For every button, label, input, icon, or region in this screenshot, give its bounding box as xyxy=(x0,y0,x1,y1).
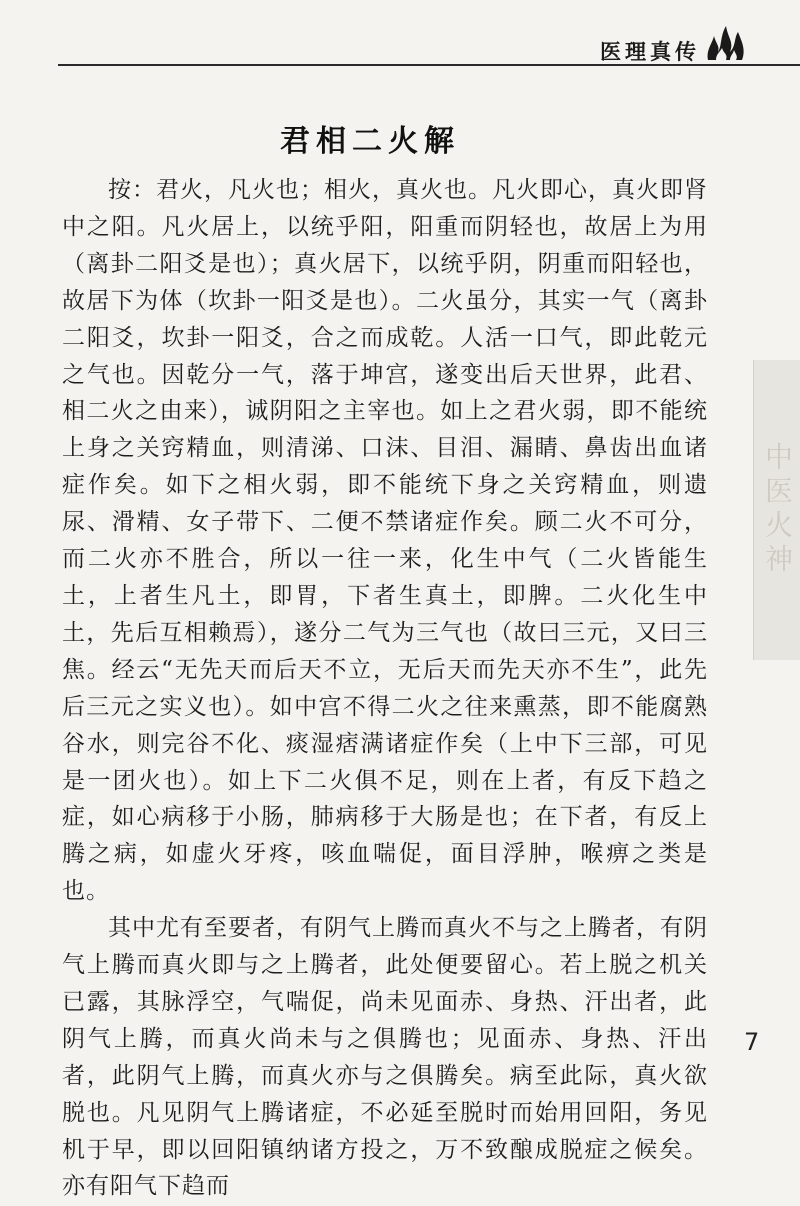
running-header-title: 医理真传 xyxy=(600,40,700,64)
flame-icon xyxy=(704,18,748,62)
body-text xyxy=(62,172,708,1205)
side-tab xyxy=(753,360,800,660)
paragraph: 按：君火，凡火也；相火，真火也。凡火即心，真火即肾中之阳。凡火居上，以统乎阳，阳重而阴轻也，故居上为用（离卦二阳爻是也）；真火居下，以统乎阴，阴重而阳轻也，故居下为体（坎卦一阳爻是也）。二火虽分，其实一气（离卦二阳爻，坎卦一阳爻，合之而成乾。人活一口气，即此乾元之气也。因乾分一气，落于坤宫，遂变出后天世界，此君、相二火之由来），诚阴阳之主宰也。如上之君火弱，即不能统上身之关窍精血，则清涕、口沫、目泪、漏睛、鼻齿出血诸症作矣。如下之相火弱，即不能统下身之关窍精血，则遗尿、滑精、女子带下、二便不禁诸症作矣。顾二火不可分，而二火亦不胜合，所以一往一来，化生中气（二火皆能生土，上者生凡土，即胃，下者生真土，即脾。二火化生中土，先后互相赖焉），遂分二气为三气也（故曰三元，又曰三焦。经云“无先天而后天不立，无后天而先天亦不生”，此先后三元之实义也）。如中宫不得二火之往来熏蒸，即不能腐熟谷水，则完谷不化、痰湿痞满诸症作矣（上中下三部，可见是一团火也）。如上下二火俱不足，则在上者，有反下趋之症，如心病移于小肠，肺病移于大肠是也；在下者，有反上腾之病，如虚火牙疼，咳血喘促，面目浮肿，喉痹之类是也。 xyxy=(62,177,708,905)
paragraph: 其中尤有至要者，有阴气上腾而真火不与之上腾者，有阴气上腾而真火即与之上腾者，此处便要留心。若上脱之机关已露，其脉浮空，气喘促，尚未见面赤、身热、汗出者，此阴气上腾，而真火尚未与之俱腾也；见面赤、身热、汗出者，此阴气上腾，而真火亦与之俱腾矣。病至此际，真火欲脱也。凡见阴气上腾诸症，不必延至脱时而始用回阳，务见机于早，即以回阳镇纳诸方投之，万不致酿成脱症之候矣。亦有阳气下趋而 xyxy=(62,915,708,1200)
section-title: 君相二火解 xyxy=(280,124,460,159)
side-tab-label: 中医火神 xyxy=(761,442,794,578)
page-number: 7 xyxy=(744,1028,760,1056)
